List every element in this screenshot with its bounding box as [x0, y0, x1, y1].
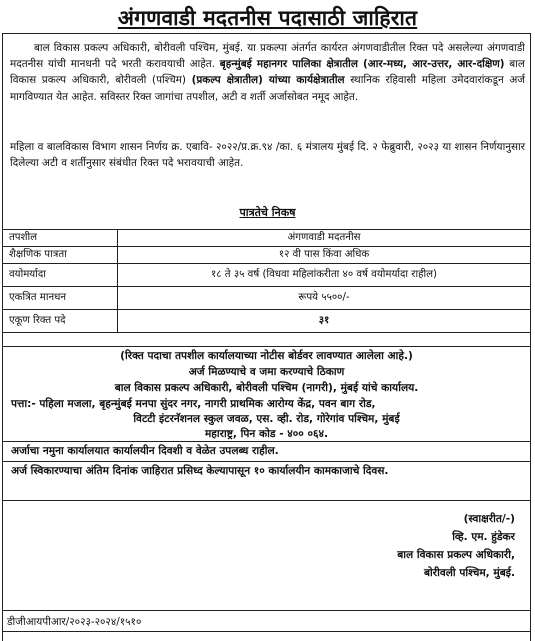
reference-number: डीजीआयपीआर/२०२३-२०२४/१५१०: [3, 610, 530, 632]
intro-bold-2: (प्रकल्प क्षेत्रातील) यांच्या कार्यक्षेत्रातील: [191, 74, 345, 87]
notice-line: अर्ज मिळण्याचे व जमा करण्याचे ठिकाण: [188, 366, 345, 378]
criteria-label: शैक्षणिक पात्रता: [3, 247, 118, 264]
table-row: [3, 247, 531, 264]
criteria-value: रूपये ५५००/-: [118, 287, 531, 310]
signature-signed: (स्वाक्षरीत/-): [463, 513, 515, 525]
criteria-header-detail: तपशील: [3, 230, 118, 247]
criteria-label: एकूण रिक्त पदे: [3, 310, 118, 333]
signature-name: व्हि. एम. हुंडेकर: [452, 531, 515, 543]
address-line: पत्ता:- पहिला मजला, बृहन्मुंबई मनपा सुंदर नगर, नागरी प्राथमिक आरोग्य केंद्र, पवन बाग रोड,: [11, 398, 376, 410]
intro-paragraph: [10, 40, 525, 105]
criteria-header-row: [3, 230, 531, 247]
signature-place: बोरीवली पश्चिम, मुंबई.: [423, 567, 515, 579]
advertisement-title: अंगणवाडी मदतनीस पदासाठी जाहिरात: [117, 6, 418, 30]
criteria-table: [2, 229, 531, 333]
table-row: [3, 310, 531, 333]
deadline-note: अर्ज स्विकारण्याचा अंतिम दिनांक जाहिरात प्रसिध्द केल्यापासून १० कार्यालयीन कामकाजाचे दिवस.: [2, 461, 531, 501]
gr-paragraph: महिला व बालविकास विभाग शासन निर्णय क्र. एबावि- २०२२/प्र.क्र.९४ /का. ६ मंत्रालय मुंबई दि. २ फेब्रुवारी, २०२३ या शासन निर्णयानुसार दिलेल्या अटी व शर्तीनुसार संबंधीत रिक्त पदे भरावयाची आहेत.: [10, 141, 525, 170]
notice-line: (रिक्त पदाचा तपशील कार्यालयाच्या नोटीस बोर्डवर लावण्यात आलेला आहे.): [120, 350, 413, 362]
address-line: विटटी इंटरनॅशनल स्कुल जवळ, एस. व्ही. रोड, गोरेगांव पश्चिम, मुंबई: [133, 413, 400, 425]
criteria-value: १८ ते ३५ वर्ष (विधवा महिलांकरीता ४० वर्ष वयोमर्यादा राहील): [118, 264, 531, 287]
table-row: [3, 264, 531, 287]
table-row: [3, 287, 531, 310]
intro-text-2: बाल विकास प्रकल्प अधिकारी, बोरीवली (पश्चिम): [10, 58, 525, 87]
criteria-label: वयोमर्यादा: [3, 264, 118, 287]
intro-text-3: स्थानिक रहिवासी महिला उमेदवारांकडून अर्ज मागविण्यात येत आहेत. सविस्तर रिक्त जागांचा तपशील, अटी व शर्ती अर्जासोबत नमूद आहेत.: [10, 74, 526, 103]
criteria-label: एकत्रित मानधन: [3, 287, 118, 310]
application-place-box: [2, 346, 531, 442]
intro-text-1: बाल विकास प्रकल्प अधिकारी, बोरीवली पश्चिम, मुंबई. या प्रकल्पा अंतर्गत कार्यरत अंगणवाडीतील रिक्त पदे असलेल्या अंगणवाडी मदतनीस यांची मानधनी पदे भरती करावयाची आहेत.: [10, 42, 525, 71]
criteria-title: पात्रतेचे निकष: [239, 206, 296, 219]
signature-designation: बाल विकास प्रकल्प अधिकारी,: [397, 549, 515, 561]
notice-line: बाल विकास प्रकल्प अधिकारी, बोरीवली पश्चिम (नागरी), मुंबई यांचे कार्यालय.: [114, 382, 419, 394]
signature-block: [397, 510, 515, 582]
form-availability-note: अर्जाचा नमुना कार्यालयात कार्यालयीन दिवशी व वेळेत उपलब्ध राहील.: [2, 441, 531, 462]
address-line: महाराष्ट्र, पिन कोड - ४०० ०६४.: [204, 428, 329, 440]
criteria-value: १२ वी पास किंवा अधिक: [118, 247, 531, 264]
criteria-header-post: अंगणवाडी मदतनीस: [118, 230, 531, 247]
criteria-value: ३१: [118, 310, 531, 333]
intro-bold-1: बृहन्मुंबई महानगर पालिका क्षेत्रातील (आर-मध्य, आर-उत्तर, आर-दक्षिण): [219, 58, 505, 71]
